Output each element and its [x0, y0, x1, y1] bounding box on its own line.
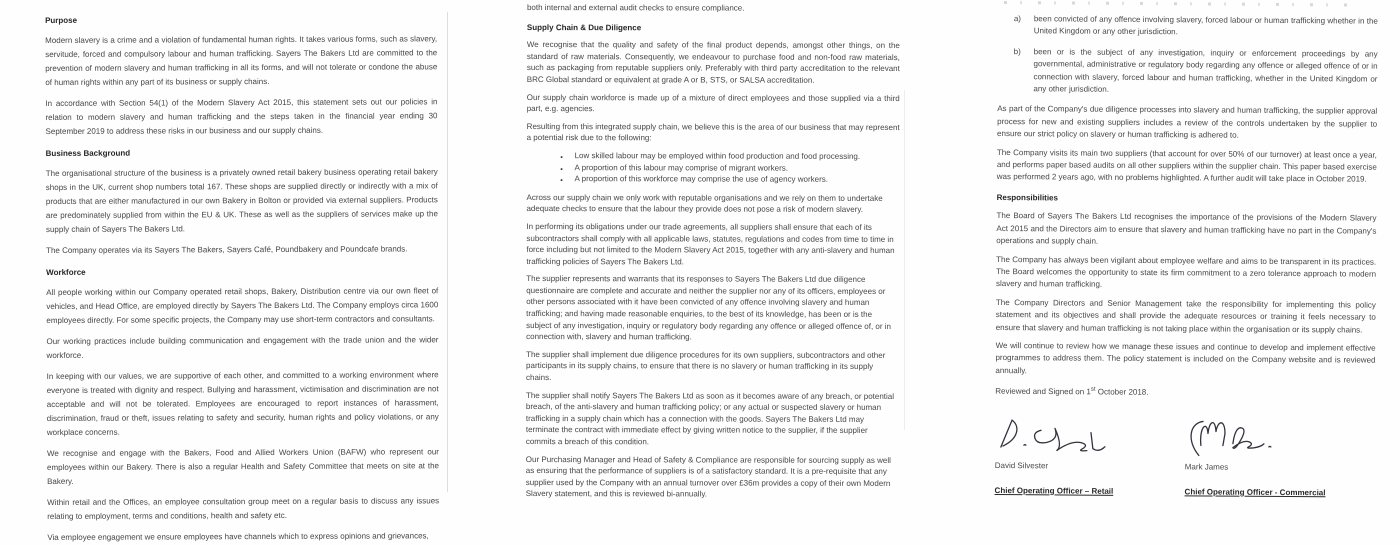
paragraph: All people working within our Company operated retail shops, Bakery, Distribution centre via our own fleet of vehicles, and Head Office, are employed directly by Sayers The Bakers Ltd. The Company employs circa 1600 employees directly. For some specific projects, the Company may use short-term contractors and consultants. — [46, 286, 439, 325]
sign-date-line — [995, 383, 1375, 401]
paragraph: In keeping with our values, we are supportive of each other, and committed to a working environment where everyone is treated with dignity and respect. Bullying and harassment, victimisation and discrimination are not acceptable and will not be tolerated. Employees are encouraged to report instances of harassment, discrimination, fraud or theft, issues relating to safety and security, human rights and policy violations, or any workplace concerns. — [46, 370, 439, 437]
section-heading: Responsibilities — [996, 192, 1059, 203]
signature-right — [1185, 416, 1376, 500]
page-edge-divider-right — [904, 90, 905, 430]
paragraph: Our working practices include building communication and engagement with the trade union and the wider workforce. — [46, 335, 439, 360]
paragraph: The Company operates via its Sayers The Bakers, Sayers Café, Poundbakery and Poundcafe brands. — [46, 244, 408, 255]
paragraph: Across our supply chain we only work with reputable organisations and we rely on them to undertake adequate checks to ensure that the labour they provide does not pose a risk of modern slavery. — [526, 192, 883, 215]
section-heading: Workforce — [46, 267, 86, 277]
paragraph: In accordance with Section 54(1) of the Modern Slavery Act 2015, this statement sets out our policies in relation to modern slavery and human trafficking and the steps taken in the financial year ending 30 September 2019 to address these risks in our business and our supply chains. — [45, 97, 438, 136]
paragraph: In performing its obligations under our trade agreements, all suppliers shall ensure that each of its subcontractors shall comply with all applicable laws, statutes, regulations and codes from time to time in force including but not limited to the Modern Slavery Act 2015, together with any anti-slavery and human trafficking policies of Sayers The Bakers Ltd. — [526, 221, 895, 267]
clipped-text-fragment — [1004, 1, 1348, 6]
paragraph: Modern slavery is a crime and a violation of fundamental human rights. It takes various forms, such as slavery, servitude, forced and compulsory labour and human trafficking. Sayers The Bakers Ltd are committed to the prevention of modern slavery and human trafficking in all its forms, and will not tolerate or condone the abuse of human rights within any part of its business or supply chains. — [45, 34, 438, 87]
signature-left — [995, 414, 1186, 498]
paragraph: The Board of Sayers The Bakers Ltd recognises the importance of the provisions of the Modern Slavery Act 2015 and the Directors aim to ensure that slavery and human trafficking have no part in the Company's operations and supply chain. — [996, 211, 1377, 246]
paragraph: Our Purchasing Manager and Head of Safety & Compliance are responsible for sourcing supply as well as ensuring that the performance of suppliers is of a satisfactory standard. It is a pre-requisite that any supplier used by the Company with an annual turnover over £36m provides a copy of their own Modern Slavery statement, and this is reviewed bi-annually. — [525, 454, 891, 499]
paragraph: We recognise that the quality and safety of the final product depends, amongst other things, on the standard of raw materials. Consequently, we endeavour to purchase food and non-food raw materials, such as packaging from reputable suppliers only. Preferably with third party accreditation to the relevant BRC Global standard or equivalent at grade A or B, STS, or SALSA accreditation. — [526, 40, 900, 85]
signature-david-silvester-icon — [995, 414, 1120, 459]
paragraph: Via employee engagement we ensure employees have channels which to express opinions and grievances, — [47, 531, 429, 542]
section-heading: Business Background — [45, 148, 131, 158]
lettered-list — [997, 13, 1378, 98]
signatory-name: Mark James — [1184, 462, 1229, 472]
item-label: a) — [1013, 14, 1022, 24]
section-heading: Supply Chain & Due Diligence — [526, 22, 642, 32]
paragraph: As part of the Company's due diligence processes into slavery and human trafficking, the supplier approval process for new and existing suppliers includes a review of the controls undertaken by the supplier to ensure our strict policy on slavery or human trafficking is adhered to. — [997, 104, 1378, 140]
item-text: been or is the subject of any investigation, inquiry or enforcement proceedings by any governmental, administrative or regulatory body regarding any offence or alleged offence of or in connection with slavery, forced labour and human trafficking, whether in the United Kingdom or any other jurisdiction. — [1033, 47, 1378, 94]
paragraph: The Company Directors and Senior Management take the responsibility for implementing this policy statement and its objectives and shall provide the adequate resources or training it feels necessary to ensure that slavery and human trafficking is not taking place within the organisation or its supply chains. — [995, 297, 1376, 335]
bullet-item: • A proportion of this workforce may comprise the use of agency workers. — [571, 173, 900, 185]
page-1 — [45, 4, 440, 542]
bullet-item: • A proportion of this labour may comprise of migrant workers. — [571, 162, 900, 174]
sign-date-ordinal: st — [1090, 386, 1096, 393]
paragraph: The Company has always been vigilant about employee welfare and aims to be transparent in its practices. The Board welcomes the opportunity to state its firm commitment to a zero tolerance approach to modern slavery and human trafficking. — [995, 254, 1377, 290]
paragraph: We recognise and engage with the Bakers, Food and Allied Workers Union (BAFW) who represent our employees within our Bakery. There is also a regular Health and Safety Committee that meets on site at the Bakery. — [46, 447, 440, 486]
sign-date-prefix: Reviewed and Signed on 1 — [995, 386, 1091, 397]
page-3 — [995, 0, 1378, 503]
section-heading: Purpose — [45, 15, 78, 25]
signature-mark-james-icon — [1185, 416, 1310, 461]
item-text: been convicted of any offence involving slavery, forced labour or human trafficking whether in the United Kingdom or any other jurisdiction. — [1033, 14, 1378, 37]
page-edge-divider-left — [447, 12, 448, 492]
paragraph: The supplier shall notify Sayers The Bakers Ltd as soon as it becomes aware of any breach, or potential breach, of the anti-slavery and human trafficking policy; or any actual or suspected slavery or human trafficking in a supply chain which has a connection with the goods. Sayers The Bakers Ltd may terminate the contract with immediate effect by giving written notice to the supplier, if the supplier commits a breach of this condition. — [525, 390, 895, 447]
paragraph: both internal and external audit checks to ensure compliance. — [526, 2, 745, 13]
paragraph: Resulting from this integrated supply chain, we believe this is the area of our business that may represent a potential risk due to the following: — [526, 121, 900, 143]
paragraph: Our supply chain workforce is made up of a mixture of direct employees and those supplied via a third part, e.g. agencies. — [526, 92, 900, 114]
signature-block — [995, 414, 1376, 499]
signatory-title: Chief Operating Officer – Retail — [994, 485, 1114, 496]
bullet-item: • Low skilled labour may be employed within food production and food processing. — [571, 150, 900, 162]
paragraph: We will continue to review how we manage these issues and continue to develop and implement effective programmes to address them. The policy statement is included on the Company website and is reviewed annually. — [995, 340, 1376, 375]
paragraph: The supplier represents and warrants that its responses to Sayers The Bakers Ltd due diligence questionnaire are complete and accurate and neither the supplier nor any of its officers, employees or other persons associated with it have been convicted of any offence involving slavery and human trafficking; and having made reasonable enquiries, to the best of its knowledge, has been or is the subject of any investigation, inquiry or regulatory body regarding any offence or alleged offence of, or in connection with, slavery and human trafficking. — [526, 274, 891, 342]
paragraph: Within retail and the Offices, an employee consultation group meet on a regular basis to discuss any issues relating to employment, terms and conditions, health and safety etc. — [47, 496, 440, 521]
signatory-name: David Silvester — [994, 461, 1049, 471]
page-1-content — [45, 12, 439, 545]
lettered-item — [998, 13, 1378, 40]
item-label: b) — [1013, 46, 1021, 56]
page-2 — [526, 2, 900, 501]
bullet-list — [527, 150, 900, 186]
page-3-content — [995, 1, 1378, 380]
paragraph: The supplier shall implement due diligence procedures for its own suppliers, subcontractors and other participants in its supply chains, to ensure that there is no slavery or human trafficking in its supply chains. — [526, 349, 886, 383]
lettered-item — [997, 46, 1377, 98]
sign-date-suffix: October 2018. — [1095, 387, 1149, 397]
paragraph: The organisational structure of the business is a privately owned retail bakery business operating retail bakery shops in the UK, current shop numbers total 167. These shops are supplied directly or indirectly with a mix of products that are either manufactured in our own Bakery in Bolton or provided via external suppliers. Products are predominately supplied from within the EU & UK. These as well as the suppliers of services make up the supply chain of Sayers The Bakers Ltd. — [45, 167, 438, 234]
paragraph: The Company visits its main two suppliers (that account for over 50% of our turnover) at least once a year, and performs paper based audits on all other suppliers within the supplier chain. This paper based exercise was performed 2 years ago, with no problems highlighted. A further audit will take place in October 2019. — [996, 147, 1377, 185]
page-2-content — [526, 2, 900, 501]
signatory-title: Chief Operating Officer - Commercial — [1184, 486, 1326, 497]
